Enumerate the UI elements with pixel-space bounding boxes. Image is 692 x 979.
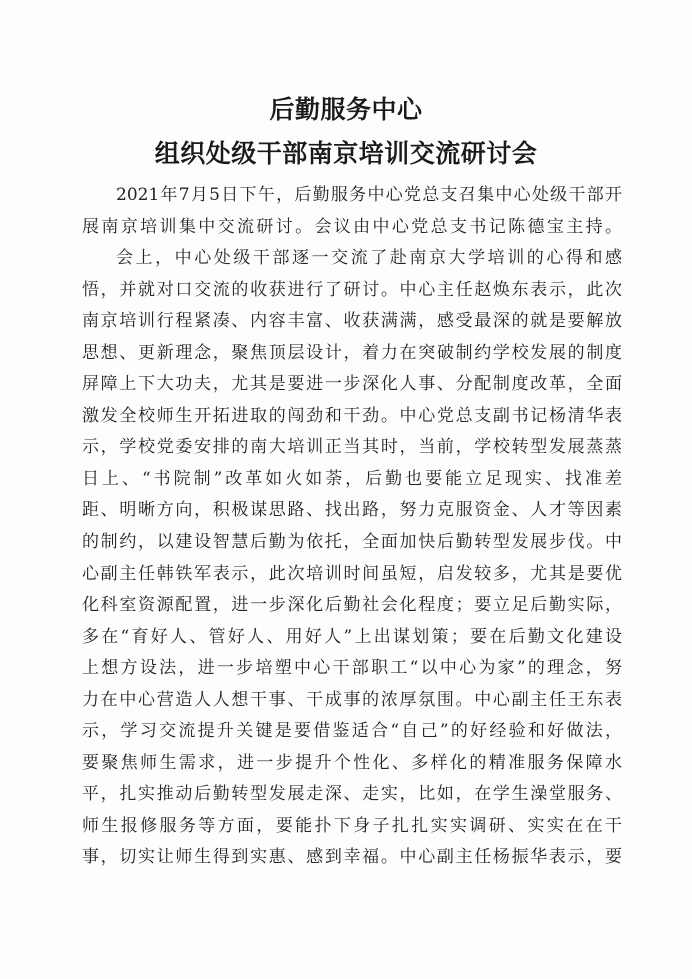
- body-line: 要聚焦师生需求，进一步提升个性化、多样化的精准服务保障水: [82, 752, 622, 773]
- body-line: 屏障上下大功夫，尤其是要进一步深化人事、分配制度改革，全面: [82, 374, 622, 395]
- document-title-line-2: 组织处级干部南京培训交流研讨会: [154, 139, 538, 168]
- body-line: 事，切实让师生得到实惠、感到幸福。中心副主任杨振华表示，要: [82, 847, 622, 868]
- body-line: 示，学校党委安排的南大培训正当其时，当前，学校转型发展蒸蒸: [82, 437, 622, 458]
- body-line: 激发全校师生开拓进取的闯劲和干劲。中心党总支副书记杨清华表: [82, 405, 622, 426]
- body-line: 会上，中心处级干部逐一交流了赴南京大学培训的心得和感: [116, 248, 622, 269]
- body-line: 思想、更新理念，聚焦顶层设计，着力在突破制约学校发展的制度: [82, 342, 622, 363]
- body-line: 平，扎实推动后勤转型发展走深、走实，比如，在学生澡堂服务、: [82, 784, 622, 805]
- body-line: 的制约，以建设智慧后勤为依托，全面加快后勤转型发展步伐。中: [82, 532, 622, 553]
- body-line: 师生报修服务等方面，要能扑下身子扎扎实实调研、实实在在干: [82, 815, 622, 836]
- body-line: 上想方设法，进一步培塑中心干部职工“以中心为家”的理念，努: [82, 658, 622, 679]
- body-line: 2021年7月5日下午，后勤服务中心党总支召集中心处级干部开: [116, 185, 622, 205]
- body-line: 心副主任韩铁军表示，此次培训时间虽短，启发较多，尤其是要优: [82, 563, 622, 584]
- body-line: 化科室资源配置，进一步深化后勤社会化程度；要立足后勤实际，: [82, 595, 622, 616]
- body-line: 距、明晰方向，积极谋思路、找出路，努力克服资金、人才等因素: [82, 500, 622, 521]
- body-line: 多在“育好人、管好人、用好人”上出谋划策；要在后勤文化建设: [82, 626, 622, 647]
- body-line: 展南京培训集中交流研讨。会议由中心党总支书记陈德宝主持。: [82, 216, 622, 237]
- body-line: 悟，并就对口交流的收获进行了研讨。中心主任赵焕东表示，此次: [82, 279, 622, 300]
- document-body: [82, 180, 622, 874]
- body-line: 南京培训行程紧凑、内容丰富、收获满满，感受最深的就是要解放: [82, 311, 622, 332]
- body-line: 示，学习交流提升关键是要借鉴适合“自己”的好经验和好做法，: [82, 721, 622, 742]
- body-line: 力在中心营造人人想干事、干成事的浓厚氛围。中心副主任王东表: [82, 689, 622, 710]
- document-title-line-1: 后勤服务中心: [269, 95, 423, 124]
- body-line: 日上、“书院制”改革如火如荼，后勤也要能立足现实、找准差: [82, 468, 622, 489]
